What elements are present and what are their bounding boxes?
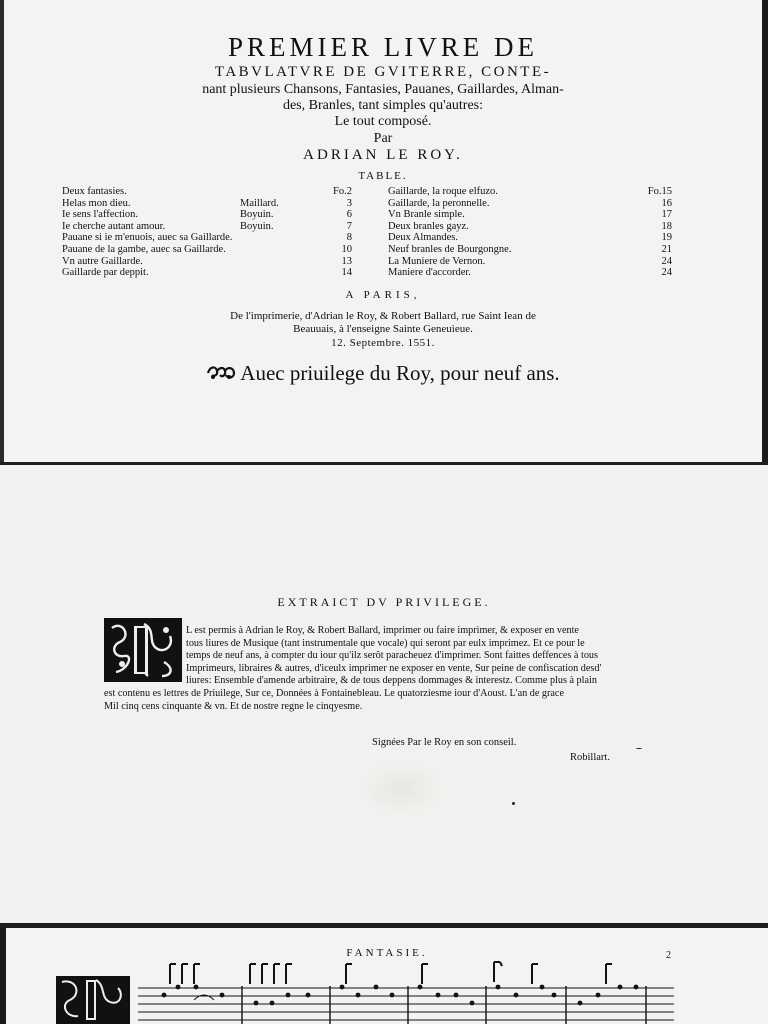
toc-folio: Fo.15 xyxy=(647,186,672,197)
toc-row xyxy=(62,232,352,244)
toc-title: Vn Branle simple. xyxy=(388,209,465,221)
toc-row xyxy=(62,186,352,198)
toc-row xyxy=(388,198,672,210)
title-line-3: nant plusieurs Chansons, Fantasies, Pauanes, Gaillardes, Alman- xyxy=(202,82,564,97)
toc-row xyxy=(388,244,672,256)
toc-folio: 17 xyxy=(661,209,672,221)
toc-title: Gaillarde par deppit. xyxy=(62,267,149,279)
toc-title: Ie cherche autant amour. xyxy=(62,220,166,232)
toc-row xyxy=(62,244,352,256)
toc-row xyxy=(62,256,352,268)
title-line-2: TABVLATVRE DE GVITERRE, CONTE- xyxy=(214,64,552,80)
music-page xyxy=(0,928,768,1024)
printer-line-2: Beauuais, à l'enseigne Sainte Geneuieue. xyxy=(293,323,473,335)
title-line-4: des, Branles, tant simples qu'autres: xyxy=(282,98,484,113)
toc-row xyxy=(388,256,672,268)
toc-title: Neuf branles de Bourgongne. xyxy=(388,243,512,255)
toc-row xyxy=(388,232,672,244)
toc-title: Pauane de la gambe, auec sa Gaillarde. xyxy=(62,243,226,255)
privilege-line xyxy=(4,361,762,386)
toc-title: La Muniere de Vernon. xyxy=(388,255,486,267)
toc-row xyxy=(62,221,352,233)
title-line-1: PREMIER LIVRE DE xyxy=(228,32,538,62)
toc-row xyxy=(388,221,672,233)
toc-folio: 14 xyxy=(341,267,352,279)
privilege-text: Auec priuilege du Roy, pour neuf ans. xyxy=(240,361,560,385)
toc-title: Gaillarde, la roque elfuzo. xyxy=(388,186,498,197)
fleuron-ornament-icon xyxy=(206,365,236,381)
toc-title: Deux fantasies. xyxy=(62,186,127,197)
toc-folio: 19 xyxy=(661,232,672,244)
title-line-5: Le tout composé. xyxy=(334,114,432,129)
signer-name: Robillart. xyxy=(570,752,610,763)
faint-stamp xyxy=(362,763,442,815)
title-par: Par xyxy=(373,131,393,146)
place-of-printing: A PARIS, xyxy=(345,289,421,301)
toc-folio: 24 xyxy=(661,267,672,279)
toc-folio: 13 xyxy=(341,255,352,267)
table-heading: TABLE. xyxy=(358,170,408,182)
toc-row xyxy=(62,209,352,221)
toc-title: Deux Almandes. xyxy=(388,232,458,244)
signed-line: Signées Par le Roy en son conseil. xyxy=(372,737,517,748)
toc-folio: 24 xyxy=(661,255,672,267)
privilege-line: temps de neuf ans, à compter du iour qu'ilz serôt paracheuez d'imprimer. Sont faittes deffences à tous xyxy=(186,650,598,662)
toc-folio: 7 xyxy=(346,220,352,232)
toc-row xyxy=(62,267,352,279)
table-of-contents-right xyxy=(388,186,672,279)
toc-row xyxy=(388,267,672,279)
page-number: 2 xyxy=(666,950,671,961)
toc-title: Helas mon dieu. xyxy=(62,197,131,209)
toc-title: Deux branles gayz. xyxy=(388,220,469,232)
toc-title: Pauane si ie m'enuois, auec sa Gaillarde. xyxy=(62,232,233,244)
toc-author: Boyuin. xyxy=(240,220,274,232)
privilege-line: liures: Ensemble d'amende arbitraire, & de tous deppens dommages & interestz. Comme plus à plain xyxy=(186,675,597,687)
toc-title: Ie sens l'affection. xyxy=(62,209,139,221)
toc-row xyxy=(388,186,672,198)
ink-speck xyxy=(512,802,515,805)
table-of-contents-left xyxy=(62,186,352,279)
privilege-body xyxy=(104,625,716,713)
printer-line-1: De l'imprimerie, d'Adrian le Roy, & Robert Ballard, rue Saint Iean de xyxy=(230,310,536,322)
privilege-line: tous liures de Musique (tant instrumentale que vocale) qui seront par eulx imprimez. Et ce pour le xyxy=(186,637,585,649)
privilege-line: L est permis à Adrian le Roy, & Robert Ballard, imprimer ou faire imprimer, & exposer en vente xyxy=(186,625,579,636)
toc-row xyxy=(388,209,672,221)
toc-title: Gaillarde, la peronnelle. xyxy=(388,197,490,209)
title-page xyxy=(0,0,768,462)
toc-author: Boyuin. xyxy=(240,209,274,221)
toc-title: Maniere d'accorder. xyxy=(388,267,471,279)
toc-folio: 6 xyxy=(346,209,352,221)
toc-row xyxy=(62,198,352,210)
ink-speck xyxy=(636,748,642,749)
privilege-page xyxy=(0,465,768,923)
privilege-line: Mil cinq cens cinquante & vn. Et de nostre regne le cinqyesme. xyxy=(104,700,363,712)
toc-folio: 16 xyxy=(661,197,672,209)
toc-folio: 8 xyxy=(346,232,352,244)
toc-folio: Fo.2 xyxy=(333,186,352,197)
toc-author: Maillard. xyxy=(240,197,279,209)
privilege-heading: EXTRAICT DV PRIVILEGE. xyxy=(277,595,491,609)
printing-date: 12. Septembre. 1551. xyxy=(331,337,435,349)
author-name: ADRIAN LE ROY. xyxy=(303,147,463,163)
piece-title: FANTASIE. xyxy=(346,947,428,959)
toc-folio: 18 xyxy=(661,220,672,232)
toc-title: Vn autre Gaillarde. xyxy=(62,255,143,267)
guitar-tablature-icon xyxy=(46,960,676,1024)
toc-folio: 10 xyxy=(341,243,352,255)
privilege-line: est contenu es lettres de Priuilege, Sur ce, Données à Fontainebleau. Le quatorziesme iour d'Aoust. L'an de grace xyxy=(104,687,564,699)
privilege-line: Imprimeurs, libraires & autres, d'iceulx imprimer ne exposer en vente, Sur peine de confiscation desd' xyxy=(186,662,602,674)
toc-folio: 3 xyxy=(346,197,352,209)
toc-folio: 21 xyxy=(661,243,672,255)
